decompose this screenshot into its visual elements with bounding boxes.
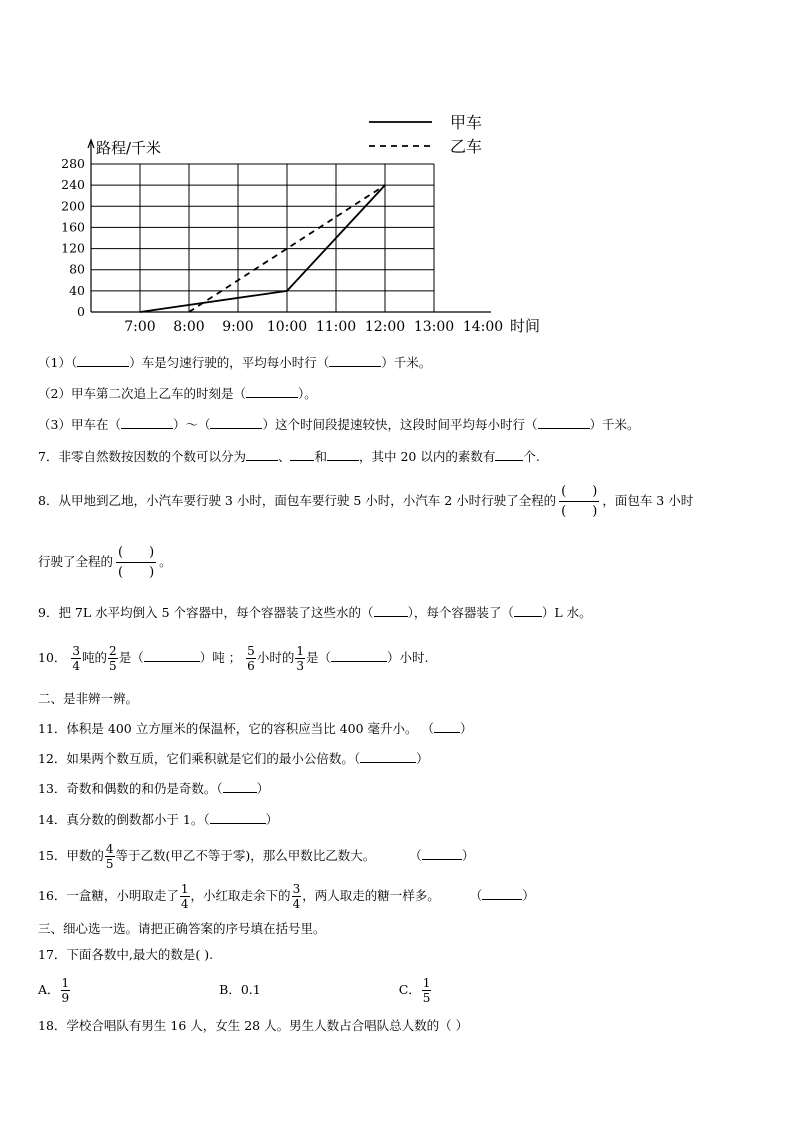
question-17: 17．下面各数中,最大的数是( ).	[38, 947, 214, 962]
x-tick-label: 12:00	[364, 319, 406, 335]
text: ）千米。	[381, 355, 432, 370]
fraction	[71, 644, 81, 673]
denominator: 5	[105, 857, 114, 871]
text: 吨的	[82, 650, 108, 665]
text: 13．奇数和偶数的和仍是奇数。（	[38, 781, 223, 796]
answer-blank[interactable]	[223, 780, 257, 793]
question-7	[38, 448, 540, 465]
y-tick-labels	[61, 156, 85, 319]
text: （	[469, 888, 483, 903]
answer-blank[interactable]	[210, 811, 266, 824]
numerator-blank[interactable]: ( )	[559, 482, 599, 502]
y-tick-label: 0	[77, 304, 85, 319]
text: ，两人取走的糖一样多。	[302, 888, 440, 903]
text: 、	[277, 449, 291, 464]
text: ）	[522, 888, 535, 903]
fraction	[108, 644, 118, 673]
denominator: 6	[247, 659, 255, 673]
answer-blank[interactable]	[246, 385, 298, 398]
numerator: 4	[105, 842, 114, 856]
text: 9．把 7L 水平均倒入 5 个容器中，每个容器装了这些水的（	[38, 605, 374, 620]
denominator: 3	[296, 659, 304, 673]
text: 12．如果两个数互质，它们乘积就是它们的最小公倍数。（	[38, 751, 361, 766]
y-tick-label: 200	[61, 198, 85, 214]
answer-blank[interactable]	[422, 847, 462, 860]
answer-blank[interactable]	[77, 354, 129, 367]
answer-blank[interactable]	[331, 649, 387, 662]
answer-blank[interactable]	[246, 448, 278, 461]
question-17-options	[38, 972, 432, 1008]
text: 15．甲数的	[38, 848, 104, 863]
legend-label: 甲车	[450, 113, 483, 132]
q6-line2	[38, 385, 317, 402]
q6-line3	[38, 416, 640, 433]
question-10	[38, 642, 428, 674]
fraction	[61, 976, 71, 1005]
numerator: 5	[247, 644, 255, 658]
fraction	[292, 882, 302, 911]
answer-blank[interactable]	[360, 750, 416, 763]
fraction	[105, 842, 115, 871]
x-tick-label: 13:00	[413, 319, 455, 335]
answer-blank[interactable]	[482, 887, 522, 900]
text: ）	[256, 781, 270, 796]
text: ，小红取走余下的	[190, 888, 291, 903]
text: 16．一盒糖，小明取走了	[38, 888, 179, 903]
text: A．	[38, 982, 60, 997]
question-12	[38, 750, 429, 767]
numerator: 3	[72, 644, 81, 658]
option-b[interactable]: B．0.1	[219, 982, 261, 997]
answer-blank[interactable]	[121, 416, 173, 429]
denominator: 4	[72, 659, 81, 673]
text: ）吨 ；	[199, 650, 242, 665]
text: ）千米。	[589, 417, 640, 432]
numerator: 1	[61, 976, 70, 990]
y-tick-label: 80	[69, 261, 85, 277]
question-15	[38, 840, 474, 872]
text: ，面包车 3 小时	[602, 493, 694, 508]
text: ）这个时间段提速较快，这段时间平均每小时行（	[262, 417, 538, 432]
text: 小时的	[256, 650, 295, 665]
text: ）	[461, 848, 475, 863]
question-11	[38, 720, 473, 737]
text: ），每个容器装了（	[407, 605, 514, 620]
x-tick-label: 10:00	[266, 319, 308, 335]
y-tick-label: 240	[61, 177, 85, 193]
answer-blank[interactable]	[514, 604, 542, 617]
y-tick-label: 120	[61, 240, 85, 256]
text: 14．真分数的倒数都小于 1。（	[38, 812, 210, 827]
y-axis-label: 路程/千米	[96, 139, 162, 157]
text: ）L 水。	[541, 605, 592, 620]
text: 8．从甲地到乙地，小汽车要行驶 3 小时，面包车要行驶 5 小时，小汽车 2 小时行驶了全程的	[38, 493, 557, 508]
denominator: 4	[180, 897, 189, 911]
text: （2）甲车第二次追上乙车的时刻是（	[38, 386, 246, 401]
x-tick-label: 11:00	[315, 319, 357, 335]
question-13	[38, 780, 269, 797]
text: 和	[314, 449, 327, 464]
chart-legend	[369, 113, 482, 156]
legend-label: 乙车	[450, 137, 483, 156]
y-tick-label: 280	[61, 156, 85, 171]
denominator: 4	[292, 897, 301, 911]
text: 是（	[305, 650, 331, 665]
answer-blank[interactable]	[327, 448, 359, 461]
numerator: 2	[109, 644, 117, 658]
text: 。	[159, 554, 172, 569]
text: 等于乙数(甲乙不等于零)，那么甲数比乙数大。	[115, 848, 376, 863]
text: ）	[265, 812, 279, 827]
numerator-blank[interactable]: ( )	[116, 543, 156, 563]
answer-blank[interactable]	[434, 720, 460, 733]
answer-blank[interactable]	[144, 649, 200, 662]
section-2-heading: 二、是非辨一辨。	[38, 691, 139, 706]
y-tick-label: 40	[69, 282, 85, 298]
text: ）车是匀速行驶的，平均每小时行（	[129, 355, 330, 370]
text: （	[409, 848, 422, 863]
option-a[interactable]	[38, 976, 71, 1005]
text: 个.	[523, 449, 540, 464]
answer-blank[interactable]	[538, 416, 590, 429]
x-tick-label: 7:00	[124, 319, 156, 335]
text: 行驶了全程的	[38, 554, 114, 569]
chart-axes	[88, 140, 491, 312]
question-16	[38, 880, 535, 912]
y-tick-label: 160	[61, 219, 85, 235]
denominator: 9	[61, 991, 70, 1005]
fraction	[295, 644, 305, 673]
text: （1）（	[38, 355, 78, 370]
distance-time-chart	[0, 100, 794, 340]
numerator: 1	[180, 882, 189, 896]
fraction	[422, 976, 432, 1005]
text: 7．非零自然数按因数的个数可以分为	[38, 449, 246, 464]
text: ，其中 20 以内的素数有	[359, 449, 496, 464]
section-3-heading: 三、细心选一选。请把正确答案的序号填在括号里。	[38, 921, 326, 936]
x-axis-label: 时间	[510, 317, 541, 335]
question-14	[38, 811, 278, 828]
text: ）。	[297, 386, 317, 401]
answer-blank[interactable]	[210, 416, 262, 429]
x-tick-label: 9:00	[222, 319, 254, 335]
text: C．	[398, 982, 421, 997]
question-18: 18．学校合唱队有男生 16 人，女生 28 人。男生人数占合唱队总人数的（ ）	[38, 1018, 469, 1033]
numerator: 3	[292, 882, 301, 896]
answer-blank[interactable]	[374, 604, 408, 617]
fraction	[246, 644, 256, 673]
x-tick-labels	[124, 319, 503, 335]
option-c[interactable]	[398, 976, 433, 1005]
x-tick-label: 14:00	[462, 319, 504, 335]
question-8-cont	[38, 543, 172, 582]
text: 11．体积是 400 立方厘米的保温杯，它的容积应当比 400 毫升小。 （	[38, 721, 434, 736]
denominator-blank[interactable]: ( )	[561, 504, 598, 519]
numerator: 1	[422, 976, 431, 990]
text: ）～（	[172, 417, 211, 432]
x-tick-label: 8:00	[173, 319, 205, 335]
q6-line1	[38, 354, 431, 371]
numerator: 1	[296, 644, 304, 658]
text: ）	[460, 721, 473, 736]
fraction-blank[interactable]	[559, 482, 599, 521]
fraction-blank[interactable]	[116, 543, 156, 582]
text: （3）甲车在（	[38, 417, 121, 432]
denominator: 5	[109, 659, 117, 673]
chart-grid	[91, 164, 434, 312]
denominator-blank[interactable]: ( )	[118, 565, 155, 580]
fraction	[180, 882, 190, 911]
answer-blank[interactable]	[495, 448, 523, 461]
question-8	[38, 482, 693, 521]
text: 10．	[38, 650, 67, 665]
text: ）小时.	[386, 650, 429, 665]
answer-blank[interactable]	[329, 354, 381, 367]
question-9	[38, 604, 592, 621]
text: ）	[416, 751, 429, 766]
answer-blank[interactable]	[290, 448, 314, 461]
denominator: 5	[422, 991, 431, 1005]
text: 是（	[118, 650, 144, 665]
